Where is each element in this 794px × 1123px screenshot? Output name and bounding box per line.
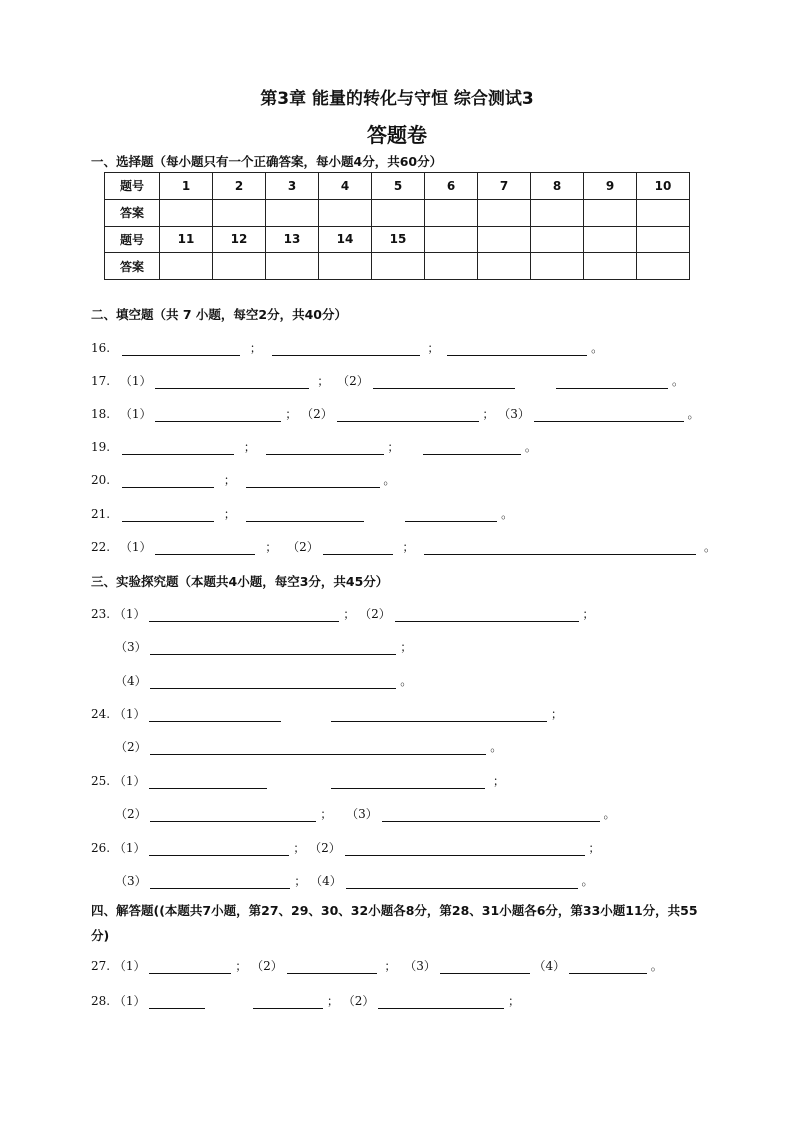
table-cell: 14 (319, 226, 372, 253)
separator: ； (326, 994, 339, 1008)
answer-blank[interactable] (272, 342, 420, 356)
answer-cell[interactable] (372, 253, 425, 280)
answer-blank[interactable] (424, 541, 696, 555)
part-label: （3） (115, 640, 147, 654)
separator: 。 (501, 507, 514, 521)
answer-blank[interactable] (405, 508, 497, 522)
table-cell: 1 (160, 173, 213, 200)
separator: 。 (383, 473, 396, 487)
answer-cell[interactable] (213, 199, 266, 226)
question-number: 23. (91, 607, 111, 621)
answer-blank[interactable] (155, 375, 309, 389)
answer-blank[interactable] (246, 508, 364, 522)
section-4-heading: 四、解答题((本题共7小题，第27、29、30、32小题各8分，第28、31小题各6分，第33小题11分，共55分) (91, 903, 698, 943)
answer-blank[interactable] (149, 842, 289, 856)
table-row (105, 253, 690, 280)
answer-blank[interactable] (149, 775, 267, 789)
table-row (105, 173, 690, 200)
separator: 。 (591, 341, 604, 355)
question-number: 20. (91, 473, 111, 487)
table-cell: 2 (213, 173, 266, 200)
separator: 。 (581, 874, 594, 888)
answer-blank[interactable] (150, 675, 396, 689)
answer-cell[interactable] (319, 199, 372, 226)
separator: 。 (687, 407, 700, 421)
question-24 (91, 706, 563, 722)
answer-cell[interactable] (266, 253, 319, 280)
part-label: （3） (115, 874, 147, 888)
question-number: 16. (91, 341, 111, 355)
part-label: （1） (119, 540, 152, 554)
separator: ； (588, 841, 601, 855)
separator: ； (223, 507, 236, 521)
part-label: （1） (113, 774, 146, 788)
question-22 (91, 539, 716, 555)
separator: 。 (490, 740, 503, 754)
part-label: （2） (301, 407, 333, 421)
answer-cell[interactable] (160, 199, 213, 226)
table-cell (425, 226, 478, 253)
answer-cell[interactable] (372, 199, 425, 226)
part-label: （2） (342, 994, 375, 1008)
answer-blank[interactable] (534, 408, 684, 422)
separator: ； (265, 540, 278, 554)
answer-blank[interactable] (346, 875, 578, 889)
question-25-part-2 (115, 806, 615, 822)
answer-blank[interactable] (150, 875, 290, 889)
table-cell: 10 (637, 173, 690, 200)
question-number: 27. (91, 959, 111, 973)
question-17 (91, 373, 684, 389)
part-label: （2） (115, 740, 147, 754)
answer-cell (531, 253, 584, 280)
answer-cell[interactable] (637, 199, 690, 226)
question-number: 24. (91, 707, 111, 721)
table-cell: 15 (372, 226, 425, 253)
table-cell (531, 226, 584, 253)
page-title: 第3章 能量的转化与守恒 综合测试3 (260, 89, 534, 109)
answer-blank[interactable] (373, 375, 515, 389)
answer-cell (478, 253, 531, 280)
answer-blank[interactable] (155, 541, 255, 555)
separator: ； (508, 994, 521, 1008)
part-label: （1） (113, 607, 146, 621)
table-cell: 4 (319, 173, 372, 200)
answer-blank[interactable] (337, 408, 479, 422)
part-label: （3） (498, 407, 530, 421)
section-3-heading: 三、实验探究题（本题共4小题，每空3分，共45分） (91, 574, 389, 589)
part-label: （1） (119, 374, 152, 388)
table-cell: 8 (531, 173, 584, 200)
separator: 。 (400, 674, 413, 688)
question-number: 28. (91, 994, 111, 1008)
answer-blank[interactable] (150, 641, 396, 655)
separator: ； (285, 407, 298, 421)
question-26-part-3 (115, 873, 593, 889)
part-label: （1） (113, 959, 146, 973)
answer-blank[interactable] (287, 960, 377, 974)
table-cell: 9 (584, 173, 637, 200)
answer-cell[interactable] (531, 199, 584, 226)
separator: ； (223, 473, 236, 487)
table-cell: 7 (478, 173, 531, 200)
answer-blank[interactable] (149, 708, 281, 722)
answer-blank[interactable] (569, 960, 647, 974)
table-cell: 11 (160, 226, 213, 253)
answer-cell[interactable] (425, 199, 478, 226)
part-label: （2） (115, 807, 147, 821)
answer-cell[interactable] (266, 199, 319, 226)
separator: 。 (672, 374, 685, 388)
part-label: （4） (115, 674, 147, 688)
table-cell: 13 (266, 226, 319, 253)
answer-cell (637, 253, 690, 280)
separator: ； (317, 374, 330, 388)
part-label: （1） (113, 707, 146, 721)
part-label: （2） (251, 959, 283, 973)
part-label: （2） (309, 841, 341, 855)
answer-cell[interactable] (213, 253, 266, 280)
table-cell: 答案 (105, 253, 160, 280)
separator: ； (427, 341, 440, 355)
answer-cell[interactable] (160, 253, 213, 280)
answer-blank[interactable] (149, 960, 231, 974)
answer-blank[interactable] (155, 408, 281, 422)
separator: ； (400, 640, 413, 654)
separator: ； (235, 959, 248, 973)
question-23 (91, 606, 594, 622)
part-label: （4） (533, 959, 566, 973)
question-18 (91, 406, 700, 422)
answer-blank[interactable] (378, 995, 504, 1009)
separator: ； (492, 774, 505, 788)
part-label: （2） (337, 374, 369, 388)
section-1-heading: 一、选择题（每小题只有一个正确答案，每小题4分，共60分） (91, 154, 443, 169)
page-subtitle: 答题卷 (367, 123, 427, 147)
answer-blank[interactable] (150, 808, 316, 822)
part-label: （3） (404, 959, 436, 973)
question-28 (91, 993, 520, 1009)
table-cell: 答案 (105, 199, 160, 226)
part-label: （4） (310, 874, 342, 888)
answer-blank[interactable] (331, 775, 485, 789)
separator: 。 (524, 440, 537, 454)
separator: ； (293, 841, 306, 855)
separator: ； (387, 440, 400, 454)
question-number: 21. (91, 507, 111, 521)
question-19 (91, 439, 537, 455)
answer-blank[interactable] (382, 808, 600, 822)
answer-blank[interactable] (323, 541, 393, 555)
answer-cell (425, 253, 478, 280)
answer-cell[interactable] (478, 199, 531, 226)
table-cell: 3 (266, 173, 319, 200)
table-row (105, 199, 690, 226)
answer-blank[interactable] (246, 474, 380, 488)
answer-blank[interactable] (122, 342, 240, 356)
question-number: 25. (91, 774, 111, 788)
answer-cell (584, 253, 637, 280)
answer-blank[interactable] (266, 441, 384, 455)
table-cell (637, 226, 690, 253)
separator: ； (402, 540, 415, 554)
separator: 。 (603, 807, 616, 821)
table-cell: 6 (425, 173, 478, 200)
question-number: 19. (91, 440, 111, 454)
part-label: （1） (113, 841, 146, 855)
answer-blank[interactable] (331, 708, 547, 722)
answer-blank[interactable] (122, 508, 214, 522)
separator: ； (482, 407, 495, 421)
part-label: （1） (119, 407, 152, 421)
separator: 。 (704, 540, 717, 554)
question-number: 26. (91, 841, 111, 855)
question-number: 18. (91, 407, 111, 421)
question-24-part-2 (115, 739, 502, 755)
answer-blank[interactable] (149, 608, 339, 622)
question-23-part-4 (115, 673, 412, 689)
answer-cell[interactable] (584, 199, 637, 226)
answer-blank[interactable] (253, 995, 323, 1009)
answer-blank[interactable] (150, 741, 486, 755)
separator: ； (294, 874, 307, 888)
answer-blank[interactable] (149, 995, 205, 1009)
separator: ； (582, 607, 595, 621)
table-cell: 题号 (105, 173, 160, 200)
answer-blank[interactable] (122, 441, 234, 455)
separator: 。 (650, 959, 663, 973)
separator: ； (343, 607, 356, 621)
question-number: 17. (91, 374, 111, 388)
separator: ； (249, 341, 262, 355)
table-cell: 12 (213, 226, 266, 253)
question-20 (91, 472, 395, 488)
question-number: 22. (91, 540, 111, 554)
section-2-heading: 二、填空题（共 7 小题，每空2分，共40分） (91, 307, 347, 322)
answer-blank[interactable] (122, 474, 214, 488)
separator: ； (243, 440, 256, 454)
separator: ； (550, 707, 563, 721)
part-label: （2） (359, 607, 391, 621)
separator: ； (320, 807, 333, 821)
table-row (105, 226, 690, 253)
question-16 (91, 340, 603, 356)
answer-blank[interactable] (423, 441, 521, 455)
separator: ； (384, 959, 397, 973)
answer-blank[interactable] (556, 375, 668, 389)
question-23-part-3 (115, 639, 412, 655)
answer-blank[interactable] (447, 342, 587, 356)
question-26 (91, 840, 600, 856)
part-label: （2） (287, 540, 319, 554)
question-25 (91, 773, 505, 789)
answer-blank[interactable] (440, 960, 530, 974)
part-label: （3） (346, 807, 378, 821)
table-cell (478, 226, 531, 253)
answer-table (104, 172, 690, 280)
question-27 (91, 958, 663, 974)
table-cell: 5 (372, 173, 425, 200)
table-cell: 题号 (105, 226, 160, 253)
answer-cell[interactable] (319, 253, 372, 280)
part-label: （1） (113, 994, 146, 1008)
table-cell (584, 226, 637, 253)
answer-blank[interactable] (395, 608, 579, 622)
question-21 (91, 506, 513, 522)
answer-blank[interactable] (345, 842, 585, 856)
